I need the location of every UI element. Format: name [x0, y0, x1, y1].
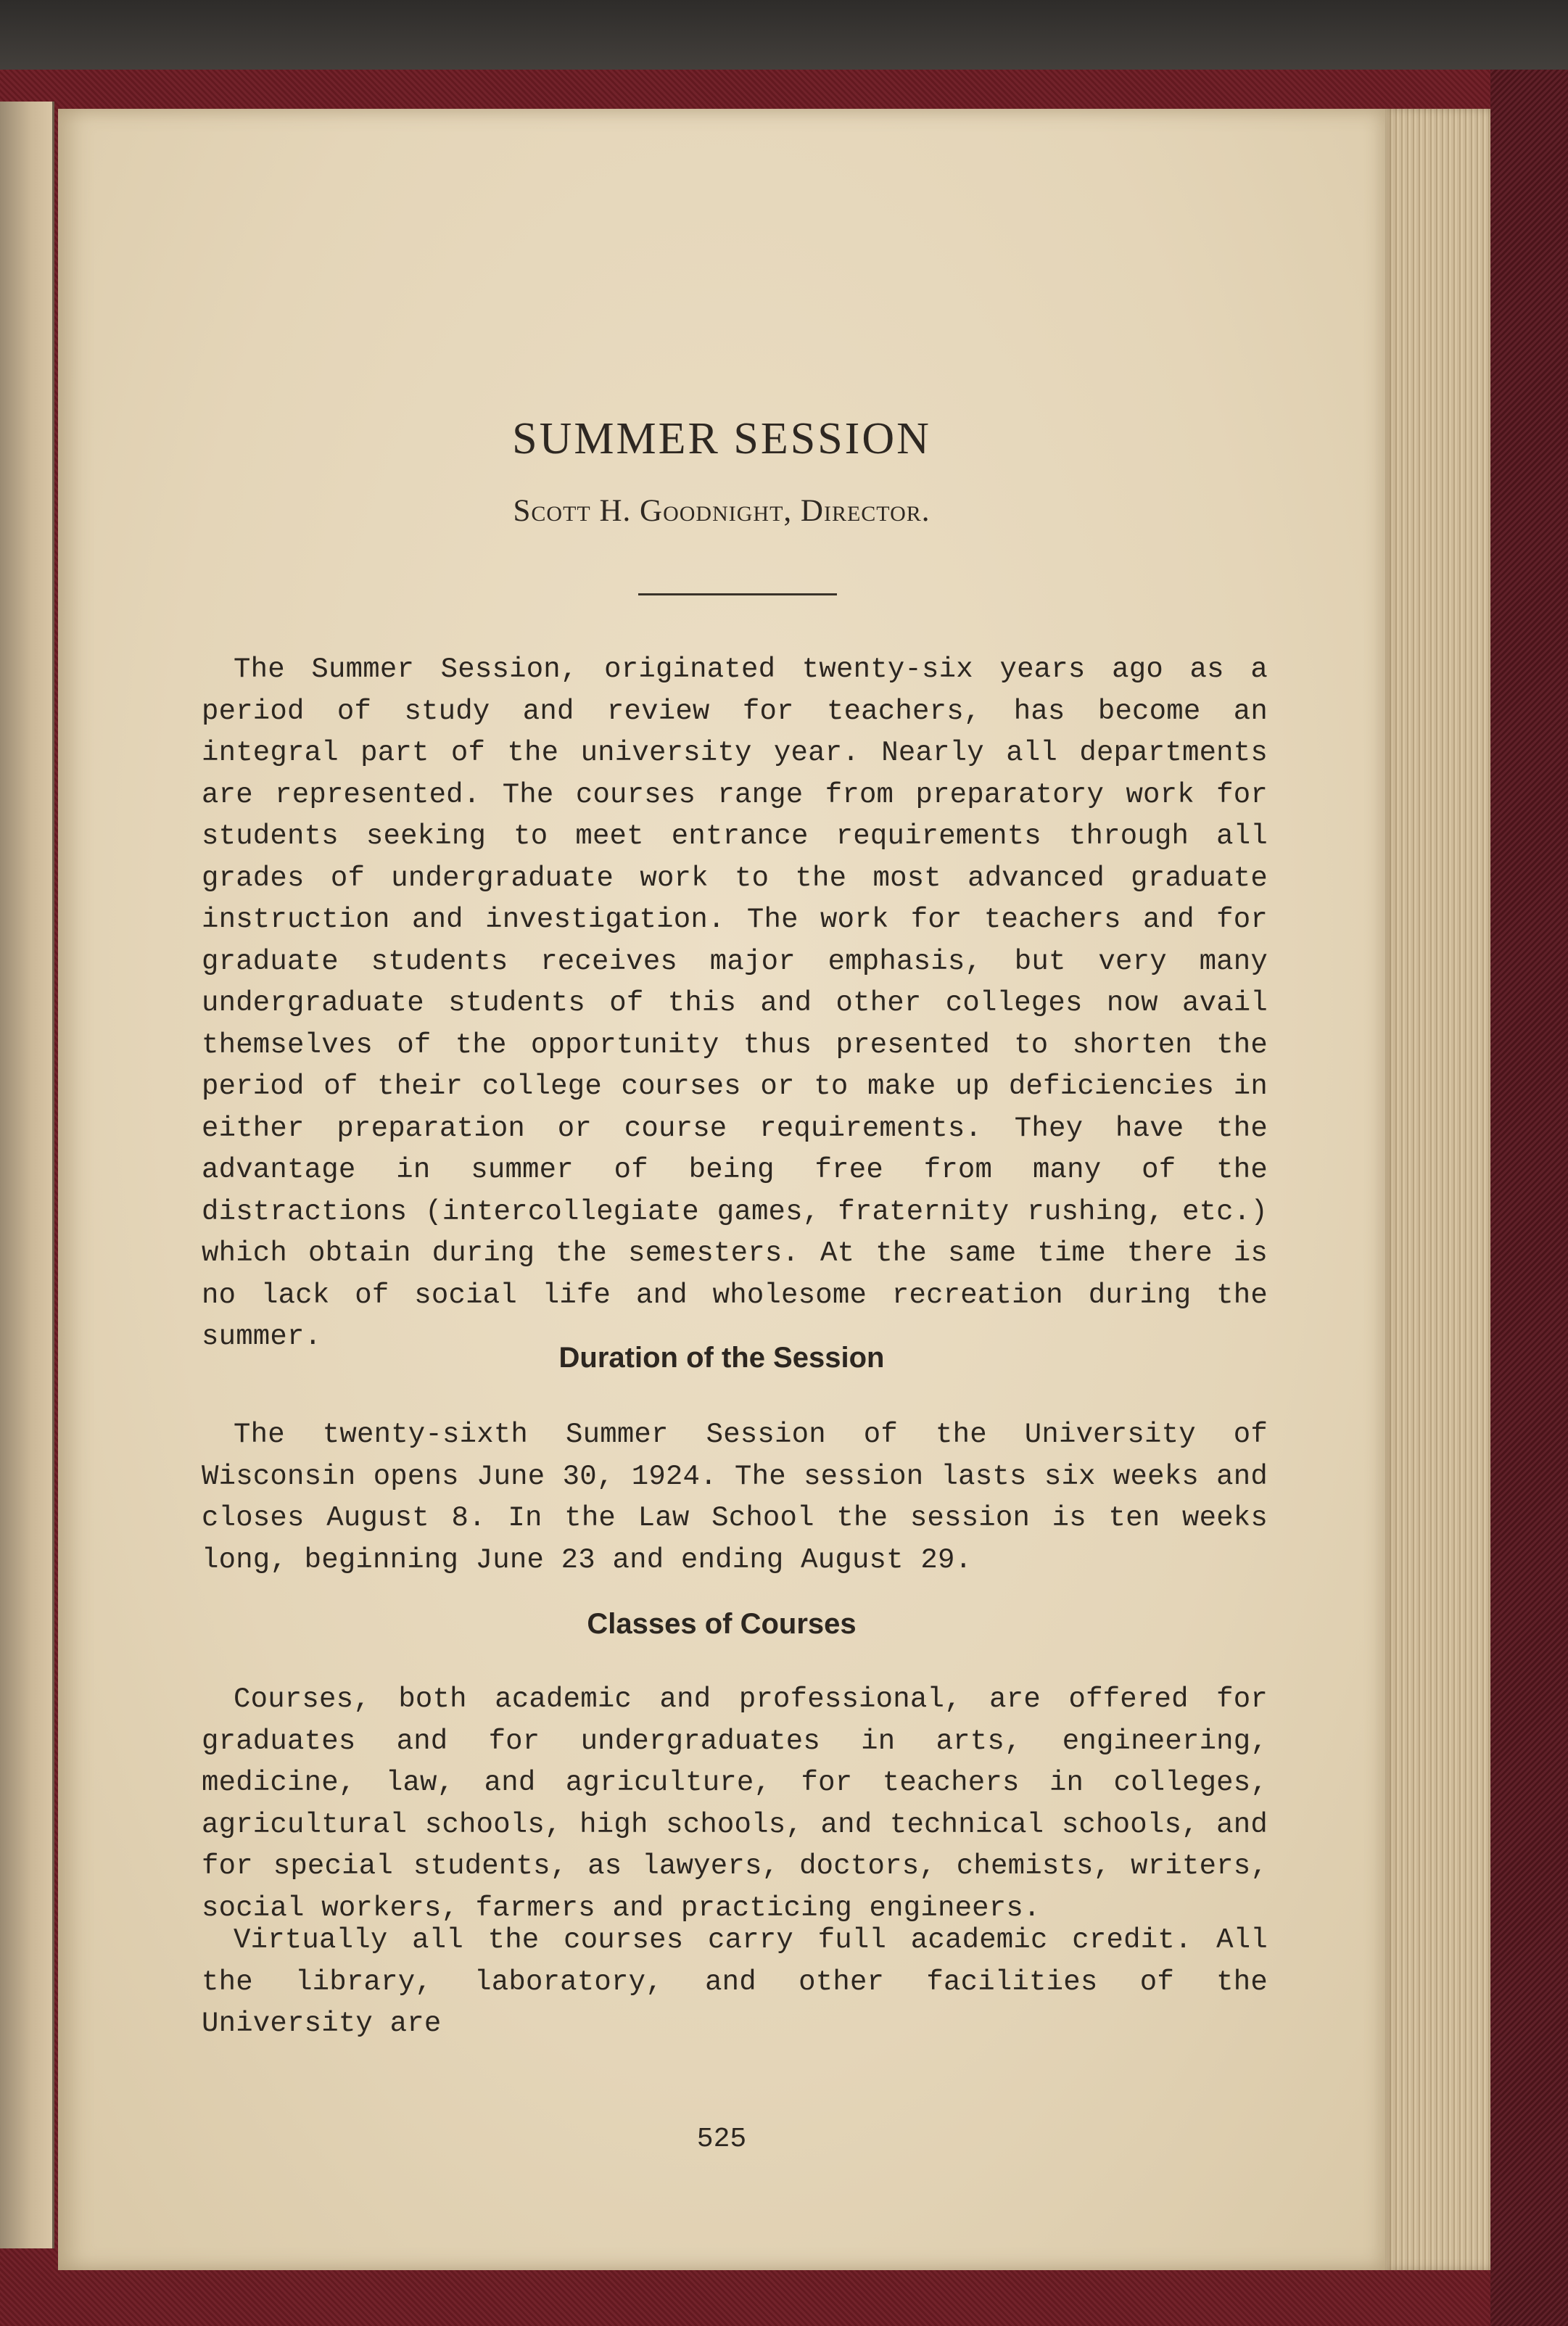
heading-classes: Classes of Courses	[587, 1608, 857, 1640]
page-title: SUMMER SESSION	[512, 414, 931, 463]
page-number: 525	[696, 2124, 747, 2155]
intro-paragraph: The Summer Session, originated twenty-six years ago as a period of study and review for teachers, has become an integral part of the university year. Nearly all departments are represented. The courses range from preparatory work for students seeking to meet entrance requirements through all grades of undergraduate work to the most advanced graduate instruction and investigation. The work for teachers and for graduate students receives major emphasis, but very many undergraduate students of this and other colleges now avail themselves of the opportunity thus presented to shorten the period of their college courses or to make up deficiencies in either preparation or course requirements. They have the advantage in summer of being free from many of the distractions (intercollegiate games, fraternity rushing, etc.) which obtain during the semesters. At the same time there is no lack of social life and wholesome recreation during the summer.	[202, 653, 1268, 1353]
director-line: Scott H. Goodnight, Director.	[513, 494, 931, 528]
book-cover-edge	[1490, 70, 1568, 2326]
classes-paragraph: Courses, both academic and professional, are offered for graduates and for undergraduates in arts, engineering, medicine, law, and agriculture, for teachers in colleges, agricultural schools, high schools, and technical schools, and for special students, as lawyers, doctors, chemists, writers, social workers, farmers and practicing engineers.	[202, 1683, 1268, 1924]
duration-paragraph: The twenty-sixth Summer Session of the University of Wisconsin opens June 30, 1924. The session lasts six weeks and closes August 8. In the Law School the session is ten weeks long, beginning June 23 and ending August 29.	[202, 1419, 1268, 1576]
title-divider	[638, 593, 837, 595]
book-page	[58, 109, 1385, 2270]
background-top	[0, 0, 1568, 80]
page-stack-edge	[1382, 109, 1490, 2270]
heading-duration: Duration of the Session	[558, 1342, 885, 1374]
credit-paragraph: Virtually all the courses carry full academic credit. All the library, laboratory, and other facilities of the University are	[202, 1924, 1268, 2040]
facing-page-edge	[0, 102, 54, 2248]
